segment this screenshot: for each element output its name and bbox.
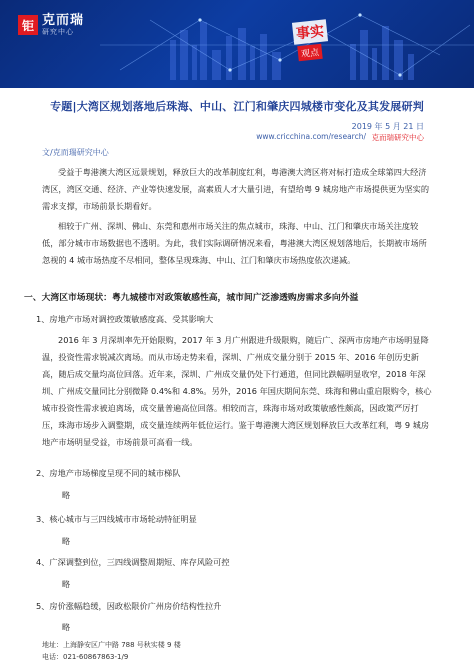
section-1-heading: 一、大湾区市场现状：粤九城楼市对政策敏感性高，城市间广泛渗透购房需求多向外溢: [24, 293, 359, 303]
subsection-4-heading: 4、广深调整到位，三四线调整周期短、库存风险可控: [36, 557, 230, 567]
omitted-marker-5: 略: [62, 622, 71, 632]
omitted-marker-2: 略: [62, 490, 71, 500]
cric-logo: [18, 14, 84, 36]
logo-mark: 钜: [18, 15, 38, 35]
logo-subtitle: 研究中心: [42, 28, 74, 36]
intro-paragraph-1: 受益于粤港澳大湾区远景规划，释放巨大的改革制度红利，粤港澳大湾区将对标打造成全球第四大经济湾区，湾区交通、经济、产业等快速发展，高素质人才大量引进，有望给粤 9 城房地产市场提供更为坚实的需求支撑，市场前景长期看好。: [42, 167, 430, 211]
research-url[interactable]: www.cricchina.com/research/: [256, 132, 366, 141]
intro-paragraph-2: 相较于广州、深圳、佛山、东莞和惠州市场关注的焦点城市，珠海、中山、江门和肇庆市场关注度较低，部分城市市场数据也不透明。为此，我们实际调研情况来看，粤港澳大湾区规划落地后，长期被市场所忽视的 4 城市场热度不尽相同，整体呈现珠海、中山、江门和肇庆市场热度依次递减。: [42, 221, 427, 265]
subsection-5-heading: 5、房价涨幅趋缓，因政松限价广州房价结构性拉升: [36, 601, 222, 611]
footer-address: 地址：上海静安区广中路 788 号秋实楼 9 楼: [42, 641, 181, 649]
footer-phone: 电话：021-60867863-1/9: [42, 653, 129, 661]
omitted-marker-3: 略: [62, 536, 71, 546]
brand-main: 事实: [292, 19, 328, 44]
logo-name: 克而瑞: [42, 13, 85, 28]
article-date: 2019 年 5 月 21 日: [351, 122, 424, 131]
subsection-2-heading: 2、房地产市场梯度呈现不同的城市梯队: [36, 468, 181, 478]
article-author: 文/克而瑞研究中心: [42, 148, 109, 157]
header-banner: [0, 0, 474, 88]
brand-badge: [288, 18, 332, 62]
brand-sub: 观点: [297, 43, 322, 60]
research-center: 克而瑞研究中心: [371, 133, 424, 142]
omitted-marker-4: 略: [62, 579, 71, 589]
subsection-1-heading: 1、房地产市场对调控政策敏感度高、受其影响大: [36, 314, 214, 324]
subsection-3-heading: 3、核心城市与三四线城市市场轮动特征明显: [36, 514, 197, 524]
article-title: 专题|大湾区规划落地后珠海、中山、江门和肇庆四城楼市变化及其发展研判: [50, 100, 424, 113]
subsection-1-paragraph: 2016 年 3 月深圳率先开始限购，2017 年 3 月广州跟进升级限购，随后广、深两市房地产市场明显降温，投资性需求锐减次离场。而从市场走势来看，深圳、广州成交量分别于 2015 年、2016 年创历史新高，随后成交量均高位回落。近年来，深圳、广州成交量仍处下行通道，但同比跌幅明显收窄，2018 年深圳、广州成交量同比分别微降 0.4%和 4.8%。另外，2016 年国庆期间东莞、珠海和佛山重启限购令，核心城市投资性需求被迫离场，成交量普遍高位回落。相较而言，珠海市场对政策敏感性颇高，因政策严厉打压，珠海市场步入调整期，成交量连续两年低位运行。鉴于粤港澳大湾区规划释放巨大改革红利，粤 9 城房地产市场明显受益，市场前景可高看一线。: [42, 335, 432, 447]
